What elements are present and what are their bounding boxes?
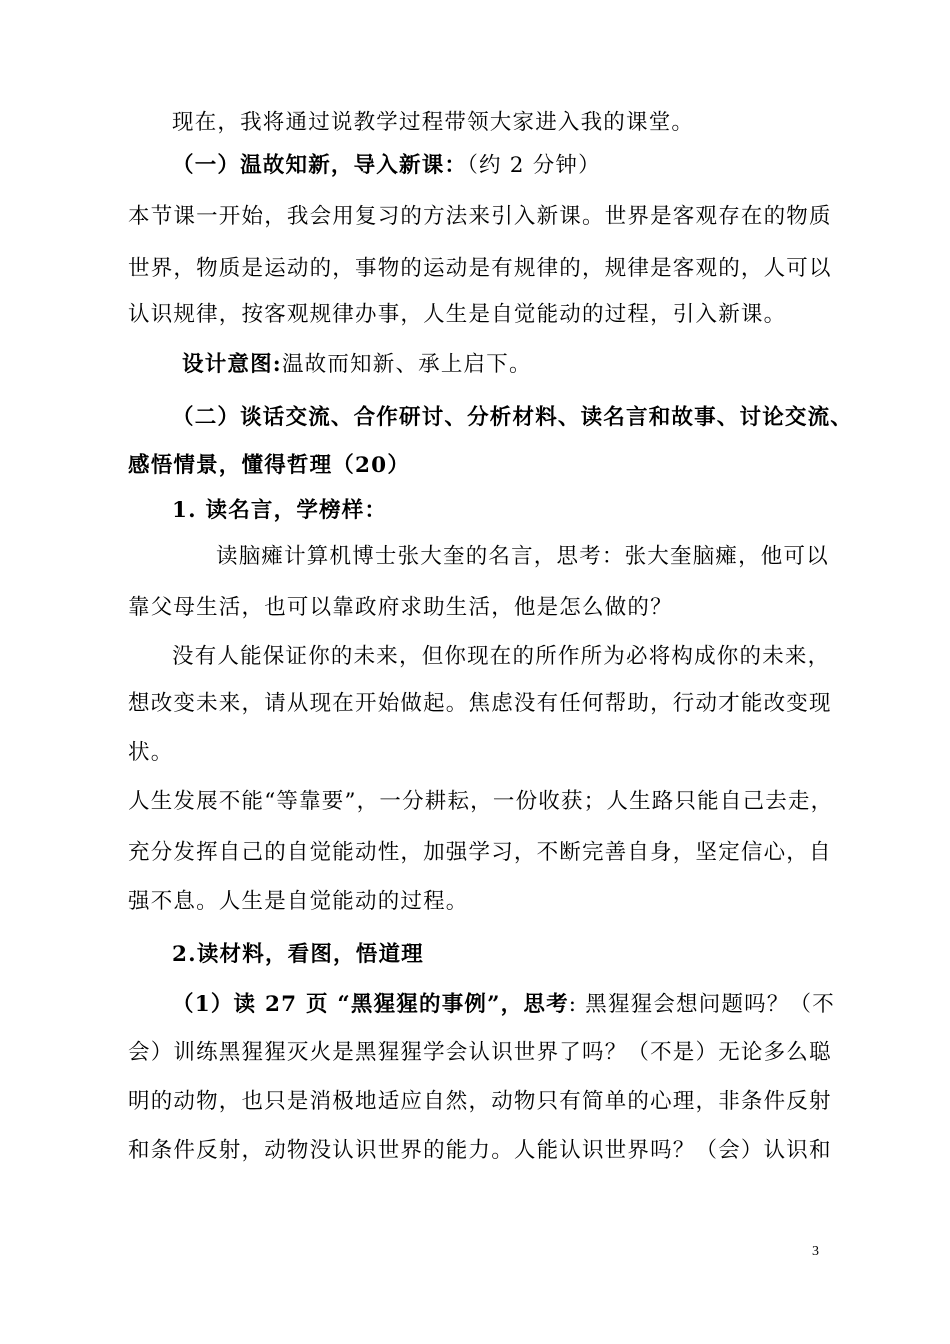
item1-para1-line-1: 读脑瘫计算机博士张大奎的名言，思考：张大奎脑瘫，他可以	[216, 544, 829, 569]
item1-para3-line-2: 充分发挥自己的自觉能动性，加强学习，不断完善自身，坚定信心，自	[128, 840, 832, 865]
design-intent-text: 温故而知新、承上启下。	[281, 352, 532, 377]
item1-para3-line-1: 人生发展不能“等靠要”，一分耕耘，一份收获；人生路只能自己去走，	[128, 789, 834, 814]
design-intent-label: 设计意图:	[182, 352, 282, 377]
item1-title: 1. 读名言，学榜样：	[172, 498, 388, 523]
section2-heading-line-2: 感悟情景，懂得哲理（20）	[128, 453, 411, 478]
section2-heading-line-1: （二）谈话交流、合作研讨、分析材料、读名言和故事、讨论交流、	[172, 405, 854, 430]
item2-sub1-line-4: 和条件反射，动物没认识世界的能力。人能认识世界吗？（会）认识和	[128, 1138, 832, 1163]
item2-sub1-row	[172, 990, 835, 1020]
item2-sub1-first-rest: : 黑猩猩会想问题吗？（不	[568, 992, 835, 1017]
item1-para3-line-3: 强不息。人生是自觉能动的过程。	[128, 889, 469, 914]
item2-sub1-label: （1）读 27 页 “黑猩猩的事例”，思考	[172, 992, 569, 1017]
item1-para1-line-2: 靠父母生活，也可以靠政府求助生活，他是怎么做的？	[128, 595, 673, 620]
design-intent-row	[182, 350, 532, 380]
item1-para2-line-1: 没有人能保证你的未来，但你现在的所作所为必将构成你的未来，	[172, 644, 831, 669]
section1-heading-row	[172, 151, 601, 181]
item2-title: 2.读材料，看图，悟道理	[172, 942, 424, 967]
section1-line-1: 本节课一开始，我会用复习的方法来引入新课。世界是客观存在的物质	[128, 204, 832, 229]
section1-heading: （一）温故知新，导入新课：	[172, 153, 468, 178]
section1-line-3: 认识规律，按客观规律办事，人生是自觉能动的过程，引入新课。	[128, 302, 787, 327]
intro-line: 现在，我将通过说教学过程带领大家进入我的课堂。	[172, 110, 695, 135]
page-number: 3	[812, 1244, 819, 1259]
item2-sub1-line-2: 会）训练黑猩猩灭火是黑猩猩学会认识世界了吗？（不是）无论多么聪	[128, 1040, 832, 1065]
item2-sub1-line-3: 明的动物，也只是消极地适应自然，动物只有简单的心理，非条件反射	[128, 1089, 832, 1114]
item1-para2-line-2: 想改变未来，请从现在开始做起。焦虑没有任何帮助，行动才能改变现	[128, 691, 832, 716]
section1-duration: （约 2 分钟）	[467, 153, 601, 178]
item1-para2-line-3: 状。	[128, 740, 174, 765]
section1-line-2: 世界，物质是运动的，事物的运动是有规律的，规律是客观的，人可以	[128, 256, 832, 281]
